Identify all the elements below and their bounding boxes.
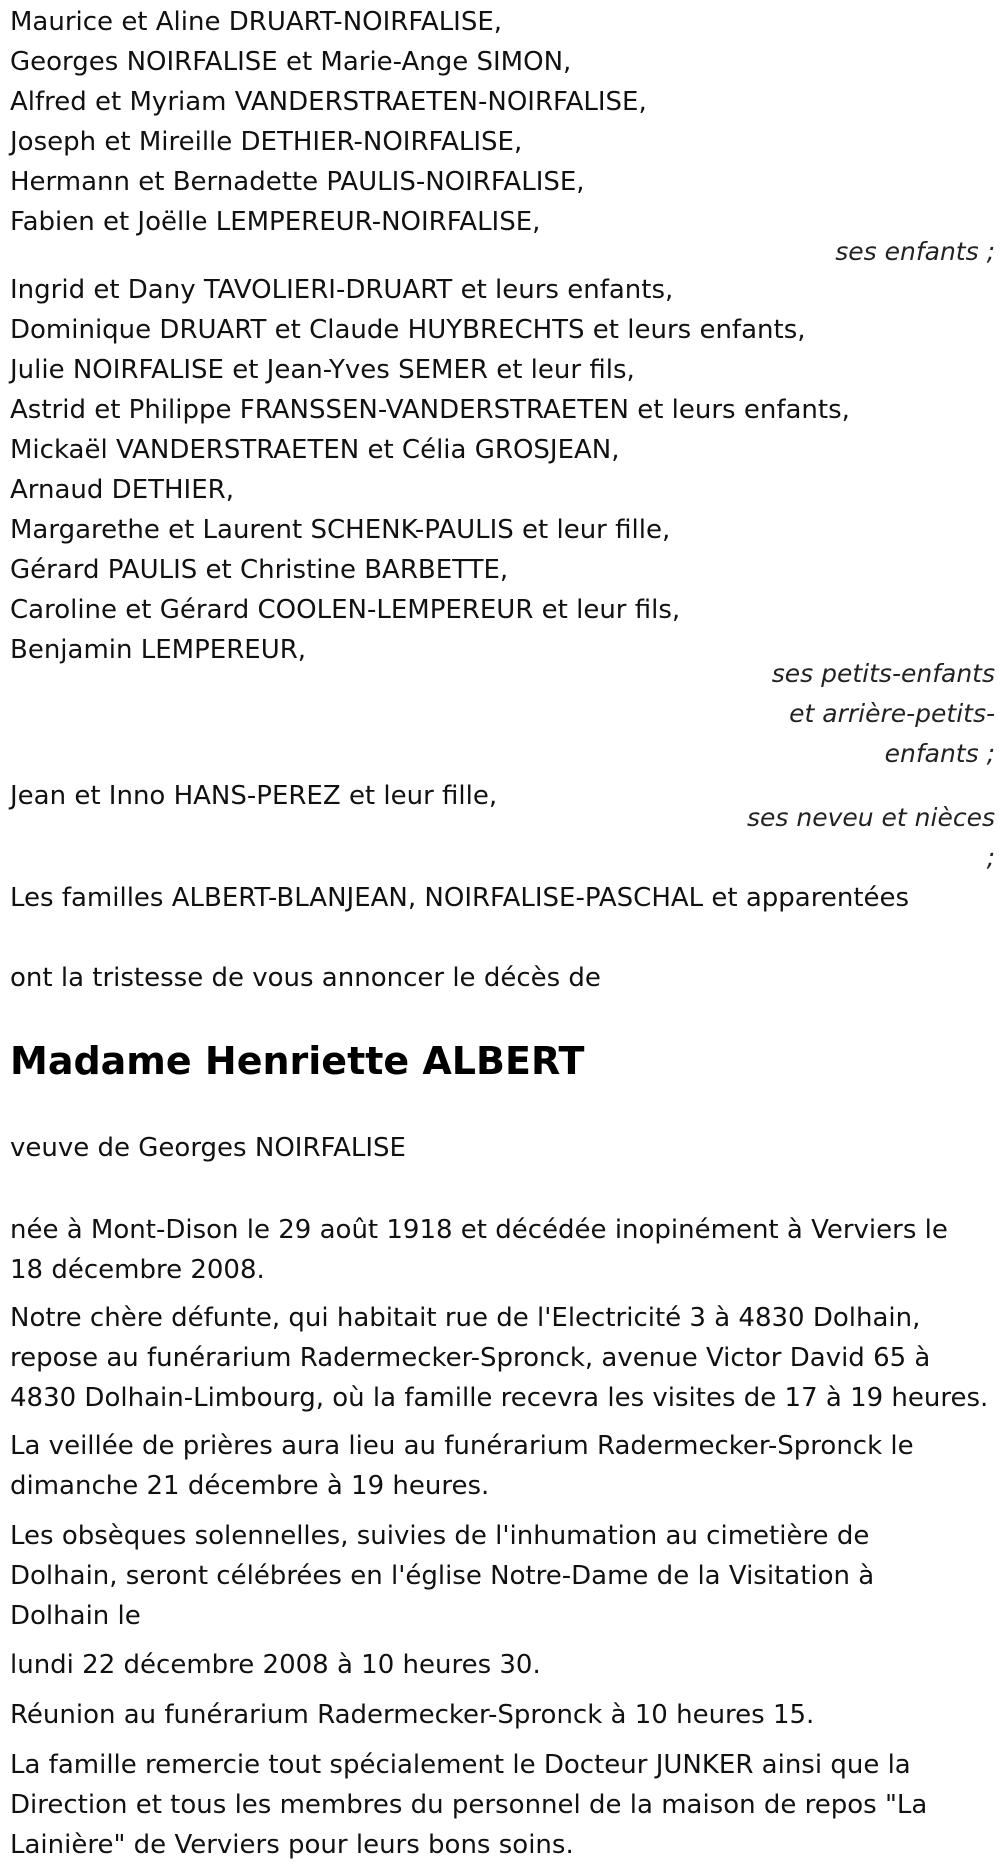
- paragraph-line: Dolhain le: [10, 1601, 141, 1631]
- meeting-line: Réunion au funérarium Radermecker-Spronck à 10 heures 15.: [10, 1700, 815, 1730]
- list-item: Benjamin LEMPEREUR,: [10, 635, 307, 665]
- grandchildren-role: [772, 654, 995, 774]
- deceased-name: Madame Henriette ALBERT: [10, 1039, 585, 1083]
- role-line: ;: [986, 843, 995, 872]
- paragraph-line: Les obsèques solennelles, suivies de l'inhumation au cimetière de: [10, 1521, 870, 1551]
- list-item: Georges NOIRFALISE et Marie-Ange SIMON,: [10, 47, 572, 77]
- paragraph-line: Dolhain, seront célébrées en l'église Notre-Dame de la Visitation à: [10, 1561, 875, 1591]
- paragraph-line: 4830 Dolhain-Limbourg, où la famille recevra les visites de 17 à 19 heures.: [10, 1383, 989, 1413]
- role-line: ses petits-enfants: [771, 659, 995, 688]
- paragraph-line: 18 décembre 2008.: [10, 1255, 265, 1285]
- list-item: Mickaël VANDERSTRAETEN et Célia GROSJEAN,: [10, 435, 620, 465]
- funeral-paragraph: [10, 1516, 995, 1636]
- paragraph-line: repose au funérarium Radermecker-Spronck, avenue Victor David 65 à: [10, 1343, 931, 1373]
- list-item: Margarethe et Laurent SCHENK-PAULIS et leur fille,: [10, 515, 671, 545]
- role-line: enfants ;: [884, 739, 995, 768]
- paragraph-line: La famille remercie tout spécialement le Docteur JUNKER ainsi que la: [10, 1750, 911, 1780]
- list-item: Ingrid et Dany TAVOLIERI-DRUART et leurs enfants,: [10, 275, 674, 305]
- role-line: ses neveu et nièces: [746, 803, 995, 832]
- list-item: Gérard PAULIS et Christine BARBETTE,: [10, 555, 509, 585]
- vigil-paragraph: [10, 1426, 995, 1506]
- list-item: Julie NOIRFALISE et Jean-Yves SEMER et leur fils,: [10, 355, 635, 385]
- families-line: Les familles ALBERT-BLANJEAN, NOIRFALISE-PASCHAL et apparentées: [10, 883, 910, 913]
- paragraph-line: Direction et tous les membres du personnel de la maison de repos "La: [10, 1790, 928, 1820]
- birth-death-paragraph: [10, 1210, 995, 1290]
- role-line: et arrière-petits-: [789, 699, 995, 728]
- thanks-paragraph: [10, 1745, 995, 1865]
- paragraph-line: dimanche 21 décembre à 19 heures.: [10, 1471, 490, 1501]
- paragraph-line: Lainière" de Verviers pour leurs bons soins.: [10, 1830, 574, 1860]
- list-item: Astrid et Philippe FRANSSEN-VANDERSTRAETEN et leurs enfants,: [10, 395, 850, 425]
- paragraph-line: Notre chère défunte, qui habitait rue de l'Electricité 3 à 4830 Dolhain,: [10, 1303, 921, 1333]
- list-item: Joseph et Mireille DETHIER-NOIRFALISE,: [10, 127, 523, 157]
- children-list: [10, 2, 995, 242]
- list-item: Alfred et Myriam VANDERSTRAETEN-NOIRFALISE,: [10, 87, 647, 117]
- grandchildren-list: [10, 270, 995, 670]
- widow-of-line: veuve de Georges NOIRFALISE: [10, 1133, 406, 1163]
- paragraph-line: née à Mont-Dison le 29 août 1918 et décédée inopinément à Verviers le: [10, 1215, 948, 1245]
- funeral-date-line: lundi 22 décembre 2008 à 10 heures 30.: [10, 1650, 541, 1680]
- children-role: ses enfants ;: [835, 237, 995, 266]
- list-item: Maurice et Aline DRUART-NOIRFALISE,: [10, 7, 503, 37]
- list-item: Jean et Inno HANS-PEREZ et leur fille,: [10, 781, 498, 811]
- list-item: Fabien et Joëlle LEMPEREUR-NOIRFALISE,: [10, 207, 541, 237]
- announcement-line: ont la tristesse de vous annoncer le décès de: [10, 963, 601, 993]
- nephews-role: [747, 798, 995, 878]
- list-item: Dominique DRUART et Claude HUYBRECHTS et leurs enfants,: [10, 315, 806, 345]
- list-item: Caroline et Gérard COOLEN-LEMPEREUR et leur fils,: [10, 595, 681, 625]
- list-item: Hermann et Bernadette PAULIS-NOIRFALISE,: [10, 167, 585, 197]
- residence-paragraph: [10, 1298, 995, 1418]
- paragraph-line: La veillée de prières aura lieu au funérarium Radermecker-Spronck le: [10, 1431, 914, 1461]
- list-item: Arnaud DETHIER,: [10, 475, 234, 505]
